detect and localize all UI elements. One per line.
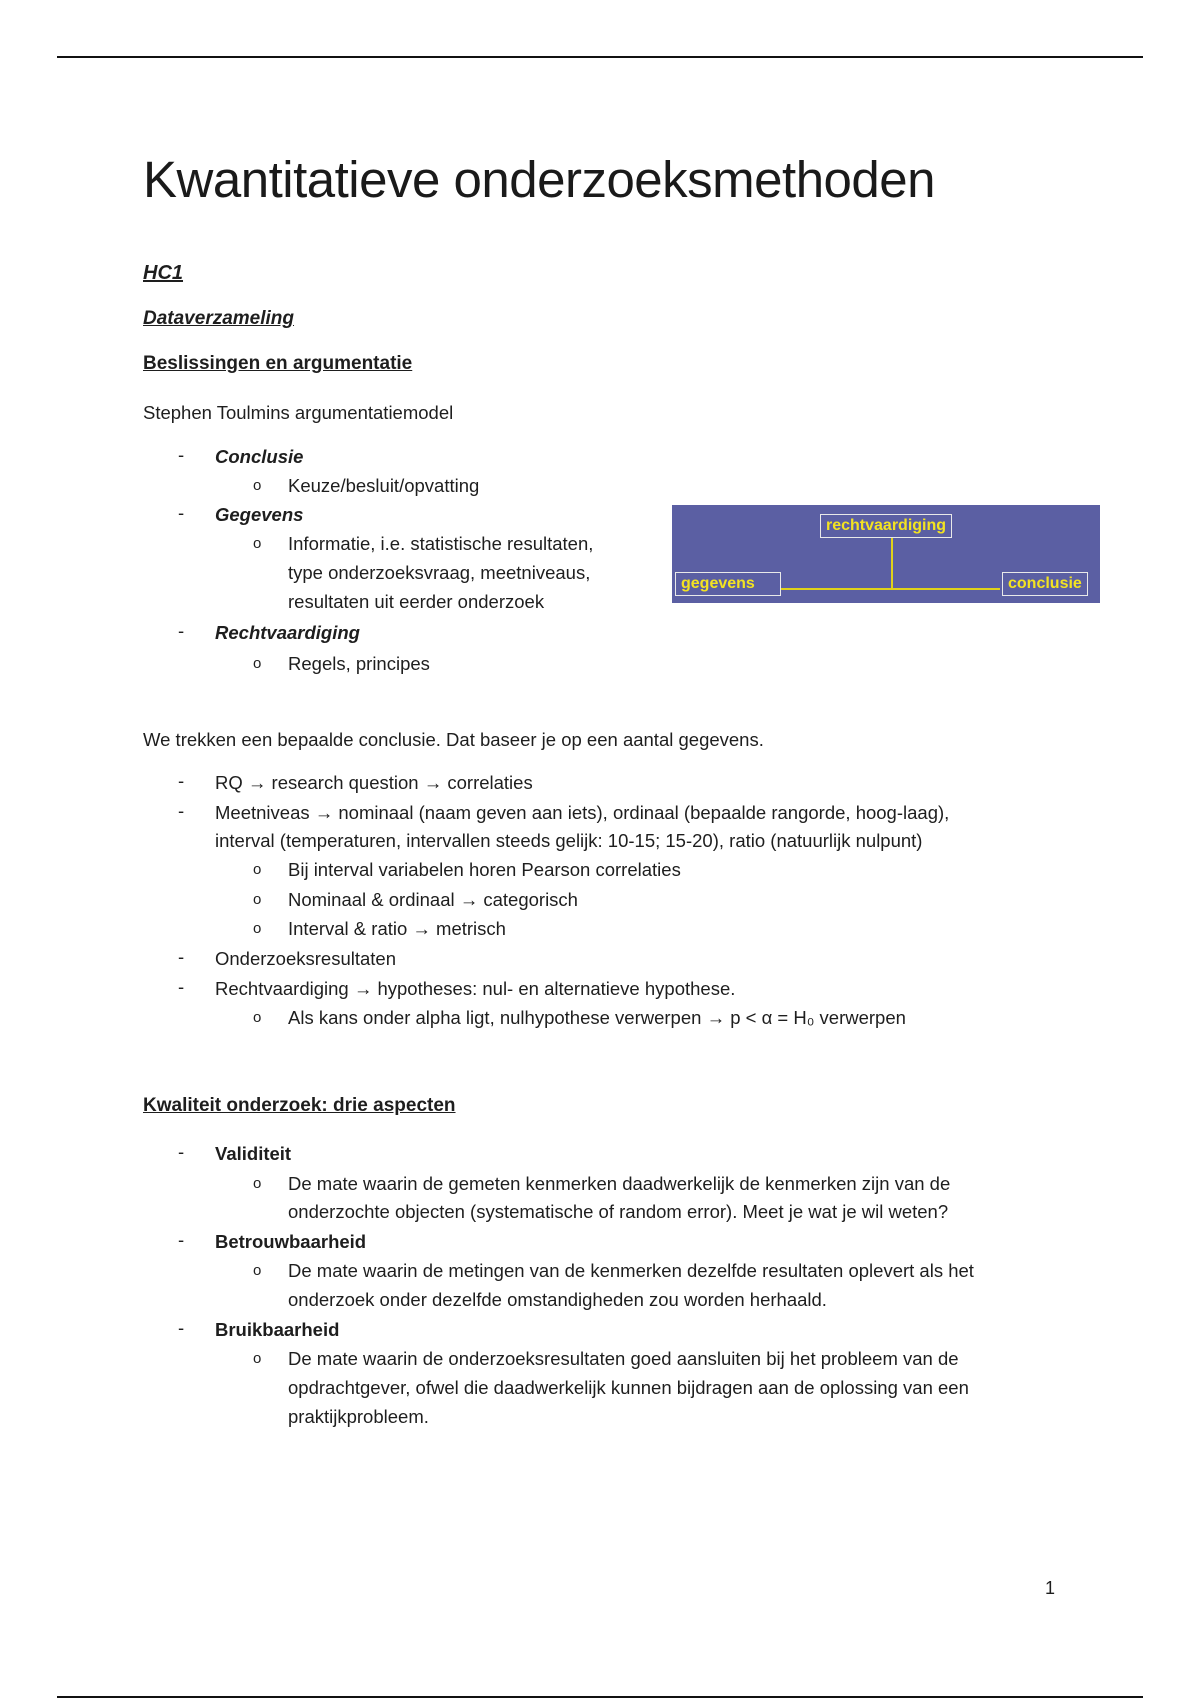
sub-bullet: o (253, 655, 262, 672)
sub-item: Als kans onder alpha ligt, nulhypothese verwerpen → p < α = H₀ verwerpen (288, 1007, 906, 1028)
sub-item: praktijkprobleem. (288, 1406, 429, 1427)
lecture-heading: HC1 (143, 262, 184, 284)
list-item: Gegevens (215, 504, 304, 525)
list-dash: - (178, 770, 185, 791)
sub-item: Nominaal & ordinaal → categorisch (288, 889, 578, 910)
sub-bullet: o (253, 1175, 262, 1192)
list-dash: - (178, 946, 185, 967)
diagram-box-rechtvaardiging: rechtvaardiging (820, 514, 952, 538)
sub-item: type onderzoeksvraag, meetniveaus, (288, 562, 591, 583)
sub-bullet: o (253, 861, 262, 878)
list-item: Meetniveas → nominaal (naam geven aan iets), ordinaal (bepaalde rangorde, hoog-laag), (215, 802, 950, 823)
list-item: Bruikbaarheid (215, 1319, 340, 1340)
diagram-vertical-line (891, 537, 893, 589)
section-heading: Dataverzameling (143, 308, 295, 329)
diagram-horizontal-line (778, 588, 1000, 590)
footer-rule (57, 1696, 1143, 1698)
page-title: Kwantitatieve onderzoeksmethoden (143, 151, 936, 208)
sub-item: De mate waarin de metingen van de kenmerken dezelfde resultaten oplevert als het (288, 1260, 974, 1281)
list-item-cont: interval (temperaturen, intervallen steeds gelijk: 10-15; 15-20), ratio (natuurlijk nulpunt) (215, 830, 923, 851)
list-dash: - (178, 620, 185, 641)
sub-item: Interval & ratio → metrisch (288, 918, 506, 939)
list-item: Validiteit (215, 1143, 292, 1164)
sub-item: Informatie, i.e. statistische resultaten, (288, 533, 594, 554)
page-number: 1 (1045, 1578, 1056, 1598)
list-item: Conclusie (215, 446, 304, 467)
sub-item: opdrachtgever, ofwel die daadwerkelijk kunnen bijdragen aan de oplossing van een (288, 1377, 969, 1398)
list-item: Onderzoeksresultaten (215, 948, 396, 969)
list-dash: - (178, 1317, 185, 1338)
paragraph: We trekken een bepaalde conclusie. Dat baseer je op een aantal gegevens. (143, 729, 764, 750)
sub-bullet: o (253, 1009, 262, 1026)
sub-bullet: o (253, 1262, 262, 1279)
sub-item: onderzoek onder dezelfde omstandigheden zou worden herhaald. (288, 1289, 827, 1310)
list-dash: - (178, 800, 185, 821)
sub-item: onderzochte objecten (systematische of random error). Meet je wat je wil weten? (288, 1201, 949, 1222)
list-item: Rechtvaardiging (215, 622, 360, 643)
diagram-box-conclusie: conclusie (1002, 572, 1088, 596)
list-item: Rechtvaardiging → hypotheses: nul- en alternatieve hypothese. (215, 978, 736, 999)
sub-item: De mate waarin de onderzoeksresultaten goed aansluiten bij het probleem van de (288, 1348, 959, 1369)
list-dash: - (178, 976, 185, 997)
intro-text: Stephen Toulmins argumentatiemodel (143, 402, 454, 423)
sub-item: resultaten uit eerder onderzoek (288, 591, 545, 612)
subsection-heading: Beslissingen en argumentatie (143, 353, 413, 374)
list-dash: - (178, 1229, 185, 1250)
sub-item: Keuze/besluit/opvatting (288, 475, 480, 496)
sub-bullet: o (253, 535, 262, 552)
toulmin-diagram (672, 505, 1100, 603)
diagram-box-gegevens: gegevens (675, 572, 781, 596)
list-dash: - (178, 444, 185, 465)
sub-bullet: o (253, 920, 262, 937)
sub-item: De mate waarin de gemeten kenmerken daadwerkelijk de kenmerken zijn van de (288, 1173, 951, 1194)
list-item: RQ → research question → correlaties (215, 772, 533, 793)
sub-bullet: o (253, 1350, 262, 1367)
list-dash: - (178, 1141, 185, 1162)
subsection-heading: Kwaliteit onderzoek: drie aspecten (143, 1095, 456, 1116)
sub-bullet: o (253, 477, 262, 494)
header-rule (57, 56, 1143, 58)
sub-item: Bij interval variabelen horen Pearson correlaties (288, 859, 681, 880)
sub-bullet: o (253, 891, 262, 908)
list-item: Betrouwbaarheid (215, 1231, 367, 1252)
sub-item: Regels, principes (288, 653, 430, 674)
list-dash: - (178, 502, 185, 523)
